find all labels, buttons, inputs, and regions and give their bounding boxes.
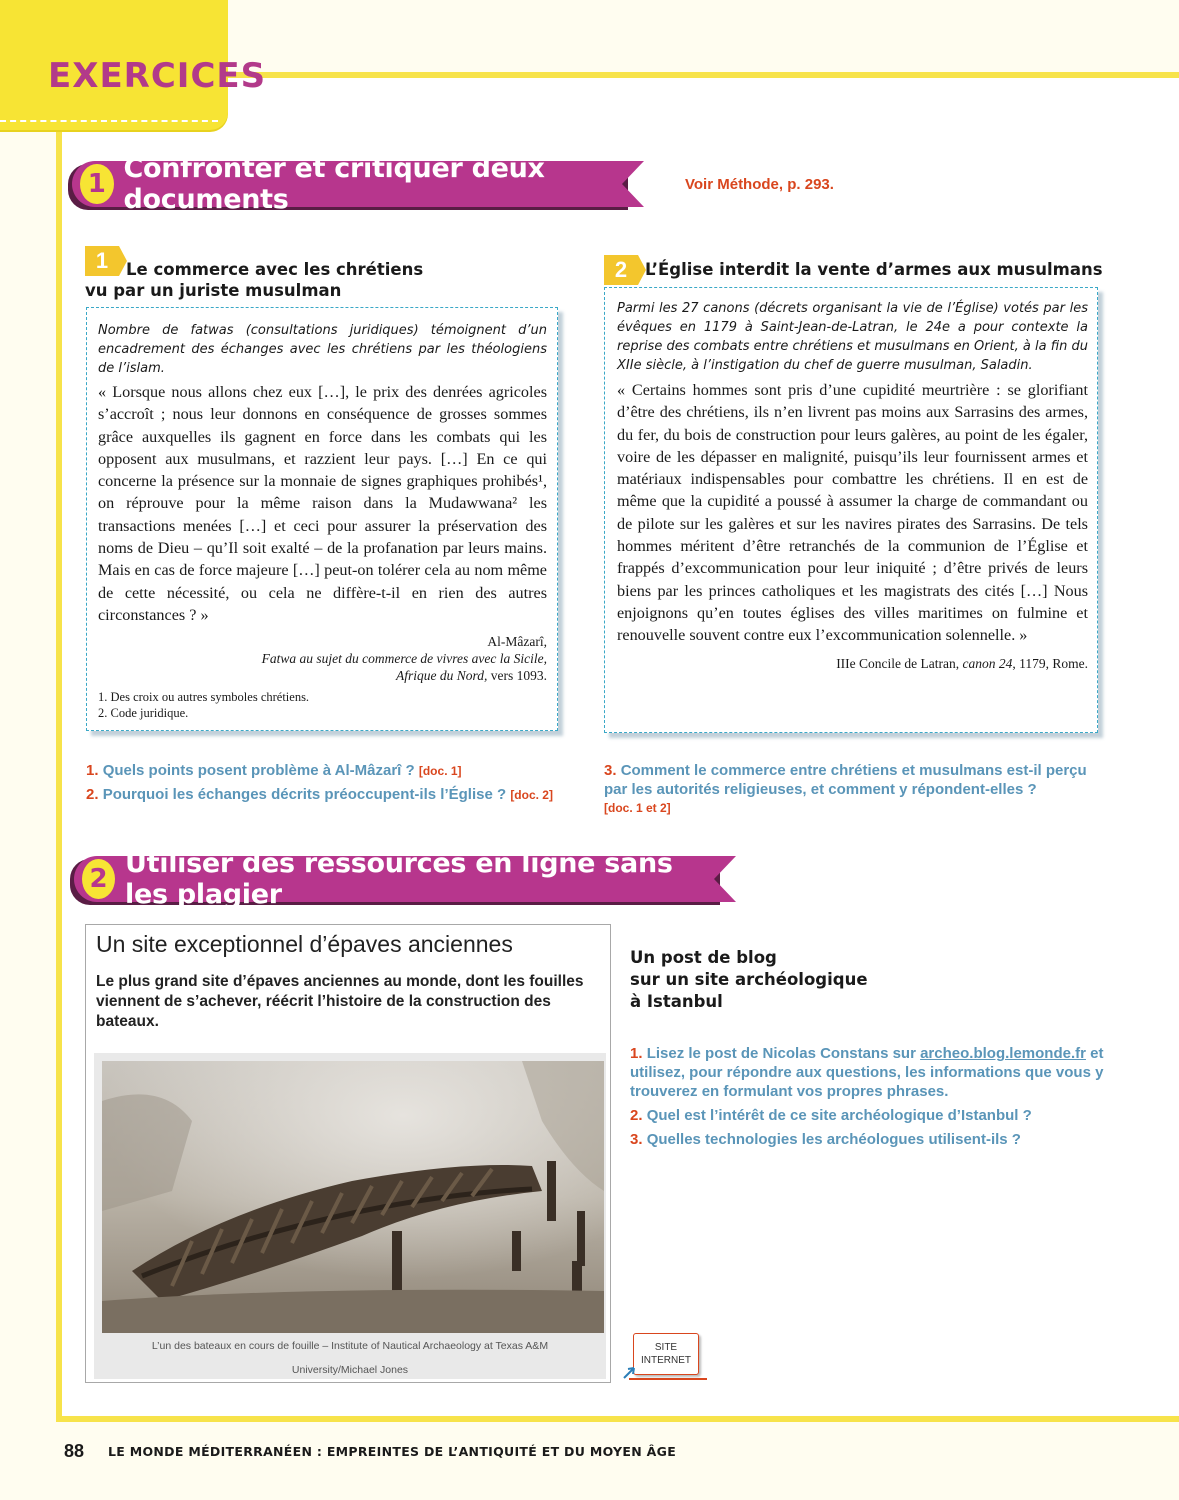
blog-screenshot (85, 924, 611, 1383)
photo-area (94, 1053, 606, 1379)
doc1-note1: 1. Des croix ou autres symboles chrétiens. (98, 690, 310, 705)
doc2-source (617, 655, 1088, 672)
doc2-intro: Parmi les 27 canons (décrets organisant la vie de l’Église) votés par les évêques en 1179 à Saint-Jean-de-Latran, le 24e a pour contexte la reprise des combats entre chrétiens et musulmans en Orient, à la fin du XIIe siècle, à l’instigation du chef de guerre musulman, Saladin. (617, 301, 1088, 373)
shipwreck-photo (102, 1061, 604, 1333)
doc2-title: L’Église interdit la vente d’armes aux musulmans (645, 260, 1103, 279)
photo-caption-line1: L’un des bateaux en cours de fouille – Institute of Nautical Archaeology at Texas A&M (151, 1340, 549, 1352)
site-badge-underline (629, 1378, 707, 1380)
method-reference: Voir Méthode, p. 293. (685, 176, 834, 193)
ex2-question-1: 1. Lisez le post de Nicolas Constans sur archeo.blog.lemonde.fr et utilisez, pour répondre aux questions, les informations que vous y trouverez en formulant vos propres phrases. (630, 1045, 1104, 1100)
frame-bottom (56, 1416, 1179, 1422)
doc2-source-a: IIIe Concile de Latran, (836, 655, 963, 671)
site-internet-badge[interactable]: SITE INTERNET (633, 1333, 699, 1375)
doc1-author: Al-Mâzarî, (487, 634, 547, 650)
blog-post-heading: Un post de blog sur un site archéologique à Istanbul (630, 948, 868, 1011)
doc2-source-b: canon 24 (962, 655, 1013, 671)
doc2-source-c: , 1179, Rome. (1012, 655, 1088, 671)
exercise2-number: 2 (82, 859, 115, 899)
exercise2-banner (74, 848, 714, 910)
doc1-source (98, 633, 547, 684)
blog-lead: Le plus grand site d’épaves anciennes au monde, dont les fouilles viennent de s’achever, réécrit l’histoire de la construction des bateaux. (96, 973, 584, 1030)
ex1-question-1: 1. Quels points posent problème à Al-Mâzarî ? [doc. 1] (86, 762, 462, 779)
ex1-question-2: 2. Pourquoi les échanges décrits préoccupent-ils l’Église ? [doc. 2] (86, 786, 553, 803)
ex2-question-2: 2. Quel est l’intérêt de ce site archéologique d’Istanbul ? (630, 1107, 1032, 1124)
doc1-place: Afrique du Nord, (395, 668, 488, 684)
doc2-number: 2 (604, 255, 638, 285)
doc2-text: « Certains hommes sont pris d’une cupidité meurtrière : se glorifiant d’être des chrétiens, ils n’en livrent pas moins aux Sarrasins des armes, du fer, du bois de construction pour leurs galères, au point de les égaler, voire de les dépasser en malignité, puisqu’ils leur fournissent armes et matériaux indispensables pour combattre les chrétiens. Il en est de même que la cupidité a poussé à assumer la charge de commandant ou de pilote sur les galères et sur les navires pirates des Sarrasins. De tels hommes méritent d’être retranchés de la communion de l’Église et frappés d’excommunication pour leur iniquité ; d’être privés de leurs biens par les princes catholiques et les magistrats des cités […] Nous enjoignons qu’en toutes églises des villes maritimes on fulmine et renouvelle souvent contre eux l’excommunication solennelle. » (617, 381, 1088, 645)
archeo-blog-link[interactable]: archeo.blog.lemonde.fr (920, 1045, 1086, 1062)
photo-caption-line2: University/Michael Jones (291, 1364, 409, 1376)
exercise1-number: 1 (80, 164, 114, 204)
running-footer: LE MONDE MÉDITERRANÉEN : EMPREINTES DE L’ANTIQUITÉ ET DU MOYEN ÂGE (108, 1444, 677, 1459)
cursor-arrow-icon (622, 1366, 638, 1380)
doc1-number: 1 (85, 246, 119, 276)
frame-left (56, 110, 62, 1422)
doc1-text: « Lorsque nous allons chez eux […], le prix des denrées agricoles s’accroît ; nous leur donnons en conséquence de grosses sommes grâce auxquelles ils gagnent en force dans les combats qui les opposent aux musulmans, et razzient leur pays. […] En ce qui concerne la présence sur la monnaie de signes graphiques prohibés¹, on réprouve pour la même raison dans la Mudawwana² les transactions menées […] et ceci pour assurer la préservation des noms de Dieu – qu’Il soit exalté – de la profanation par leurs mains. Mais en cas de force majeure […] peut-on tolérer cela au nom même de cette nécessité, ou cela ne diffère-t-il en rien des autres circonstances ? » (98, 383, 547, 624)
doc1-title-line2: vu par un juriste musulman (85, 281, 342, 300)
exercise1-title: Confronter et critiquer deux documents (123, 153, 545, 215)
doc1-box (86, 307, 558, 731)
doc1-note2: 2. Code juridique. (98, 706, 189, 721)
blog-title: Un site exceptionnel d’épaves anciennes (96, 931, 513, 957)
doc1-notes (98, 689, 547, 721)
doc1-work: Fatwa au sujet du commerce de vivres avec la Sicile, (261, 651, 547, 667)
ex2-question-3: 3. Quelles technologies les archéologues utilisent-ils ? (630, 1131, 1021, 1148)
exercices-title: EXERCICES (48, 56, 267, 96)
exercise2-title: Utiliser des ressources en ligne sans les plagier (125, 848, 673, 910)
frame-top (200, 72, 1179, 78)
ex1-question-3: 3. Comment le commerce entre chrétiens et musulmans est-il perçu par les autorités religieuses, et comment y répondent-elles ? [doc. 1 et 2] (604, 762, 1087, 815)
doc1-date: vers 1093. (487, 668, 547, 684)
doc1-title-line1: Le commerce avec les chrétiens (126, 260, 424, 279)
doc2-box (604, 287, 1098, 733)
page-number: 88 (64, 1441, 85, 1461)
exercise1-banner (72, 153, 622, 215)
doc1-intro: Nombre de fatwas (consultations juridiques) témoignent d’un encadrement des échanges avec les chrétiens par les théologiens de l’islam. (98, 323, 547, 376)
